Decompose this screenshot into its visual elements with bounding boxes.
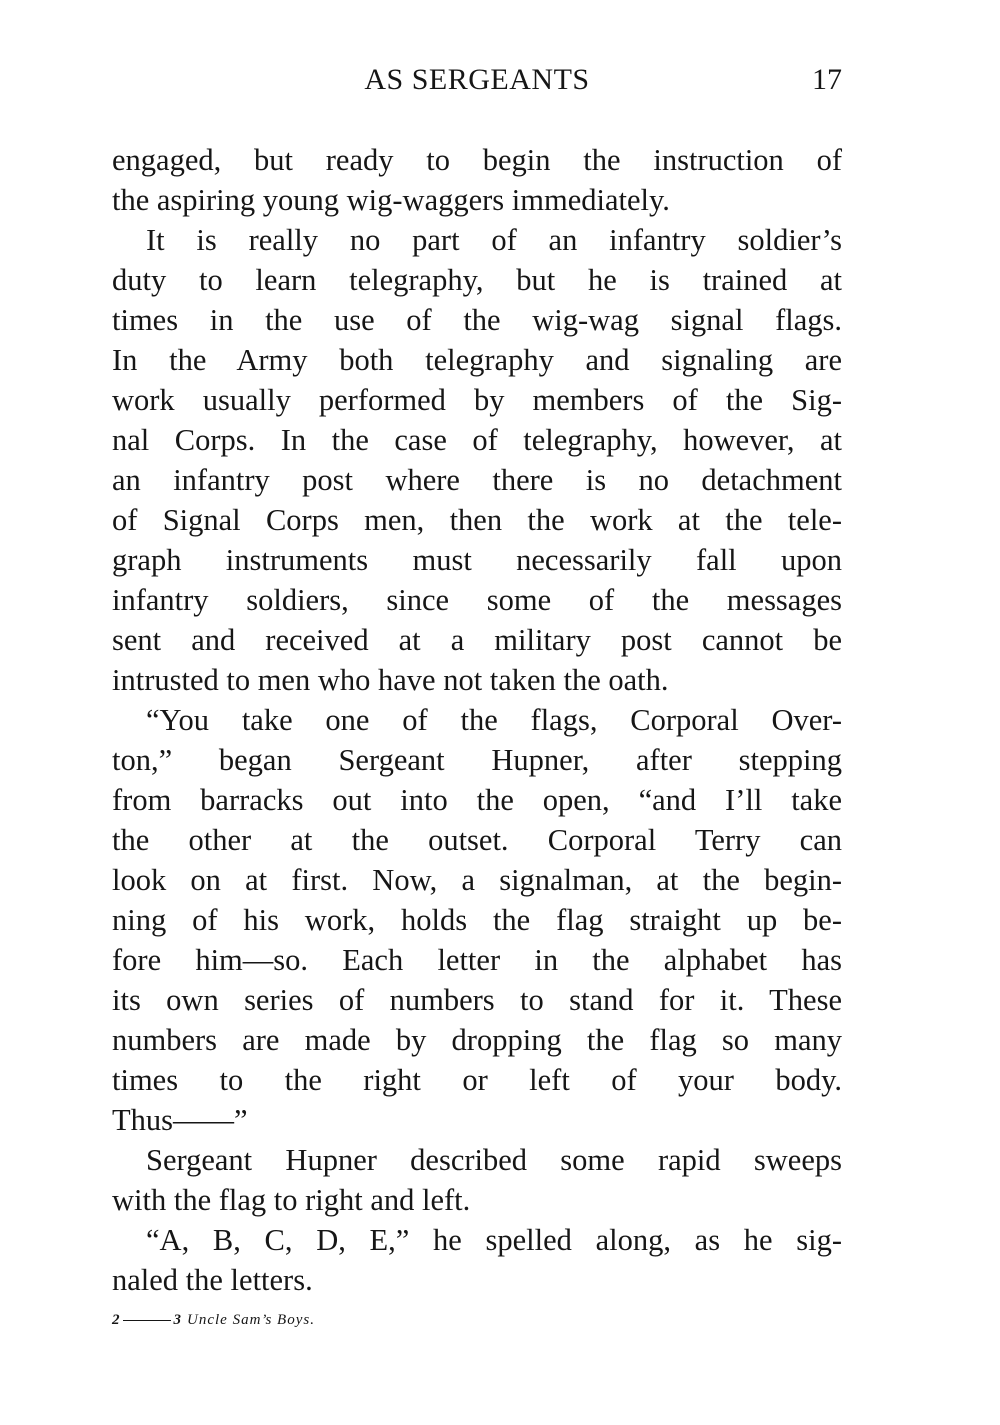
text-line: intrusted to men who have not taken the oath. — [112, 663, 669, 697]
text-line: fore him—so. Each letter in the alphabet has — [112, 943, 842, 977]
text-line: engaged, but ready to begin the instruction of — [112, 143, 842, 177]
text-line: “A, B, C, D, E,” he spelled along, as he sig- — [146, 1223, 842, 1257]
text-line: times to the right or left of your body. — [112, 1063, 842, 1097]
text-line: graph instruments must necessarily fall upon — [112, 543, 842, 577]
text-line: numbers are made by dropping the flag so many — [112, 1023, 842, 1057]
text-line: the other at the outset. Corporal Terry can — [112, 823, 842, 857]
text-line: times in the use of the wig-wag signal flags. — [112, 303, 842, 337]
text-line: “You take one of the flags, Corporal Over- — [146, 703, 842, 737]
text-line: look on at first. Now, a signalman, at the begin- — [112, 863, 842, 897]
signature-number: 2 — [112, 1312, 120, 1328]
text-line: the aspiring young wig-waggers immediately. — [112, 183, 670, 217]
text-line: an infantry post where there is no detachment — [112, 463, 842, 497]
text-line: of Signal Corps men, then the work at the tele- — [112, 503, 842, 537]
signature-dash — [123, 1320, 171, 1321]
text-line: Thus——” — [112, 1103, 248, 1137]
text-line: naled the letters. — [112, 1263, 313, 1297]
text-line: from barracks out into the open, “and I’ll take — [112, 783, 842, 817]
text-line: ton,” began Sergeant Hupner, after stepping — [112, 743, 842, 777]
signature-sub-number: 3 — [173, 1312, 181, 1328]
text-line: sent and received at a military post cannot be — [112, 623, 842, 657]
text-line: In the Army both telegraphy and signaling are — [112, 343, 842, 377]
text-line: duty to learn telegraphy, but he is trained at — [112, 263, 842, 297]
text-line: with the flag to right and left. — [112, 1183, 471, 1217]
running-title: AS SERGEANTS — [364, 63, 590, 96]
text-line: infantry soldiers, since some of the messages — [112, 583, 842, 617]
page-number: 17 — [812, 63, 842, 96]
text-line: nal Corps. In the case of telegraphy, however, at — [112, 423, 842, 457]
signature-book-title: Uncle Sam’s Boys. — [187, 1312, 315, 1328]
text-line: work usually performed by members of the Sig- — [112, 383, 842, 417]
text-line: ning of his work, holds the flag straight up be- — [112, 903, 842, 937]
text-line: Sergeant Hupner described some rapid sweeps — [146, 1143, 842, 1177]
text-line: It is really no part of an infantry soldier’s — [146, 223, 842, 257]
text-line: its own series of numbers to stand for it. These — [112, 983, 842, 1017]
body-text — [112, 140, 842, 1300]
running-head — [112, 58, 842, 102]
signature-mark — [112, 1308, 315, 1332]
